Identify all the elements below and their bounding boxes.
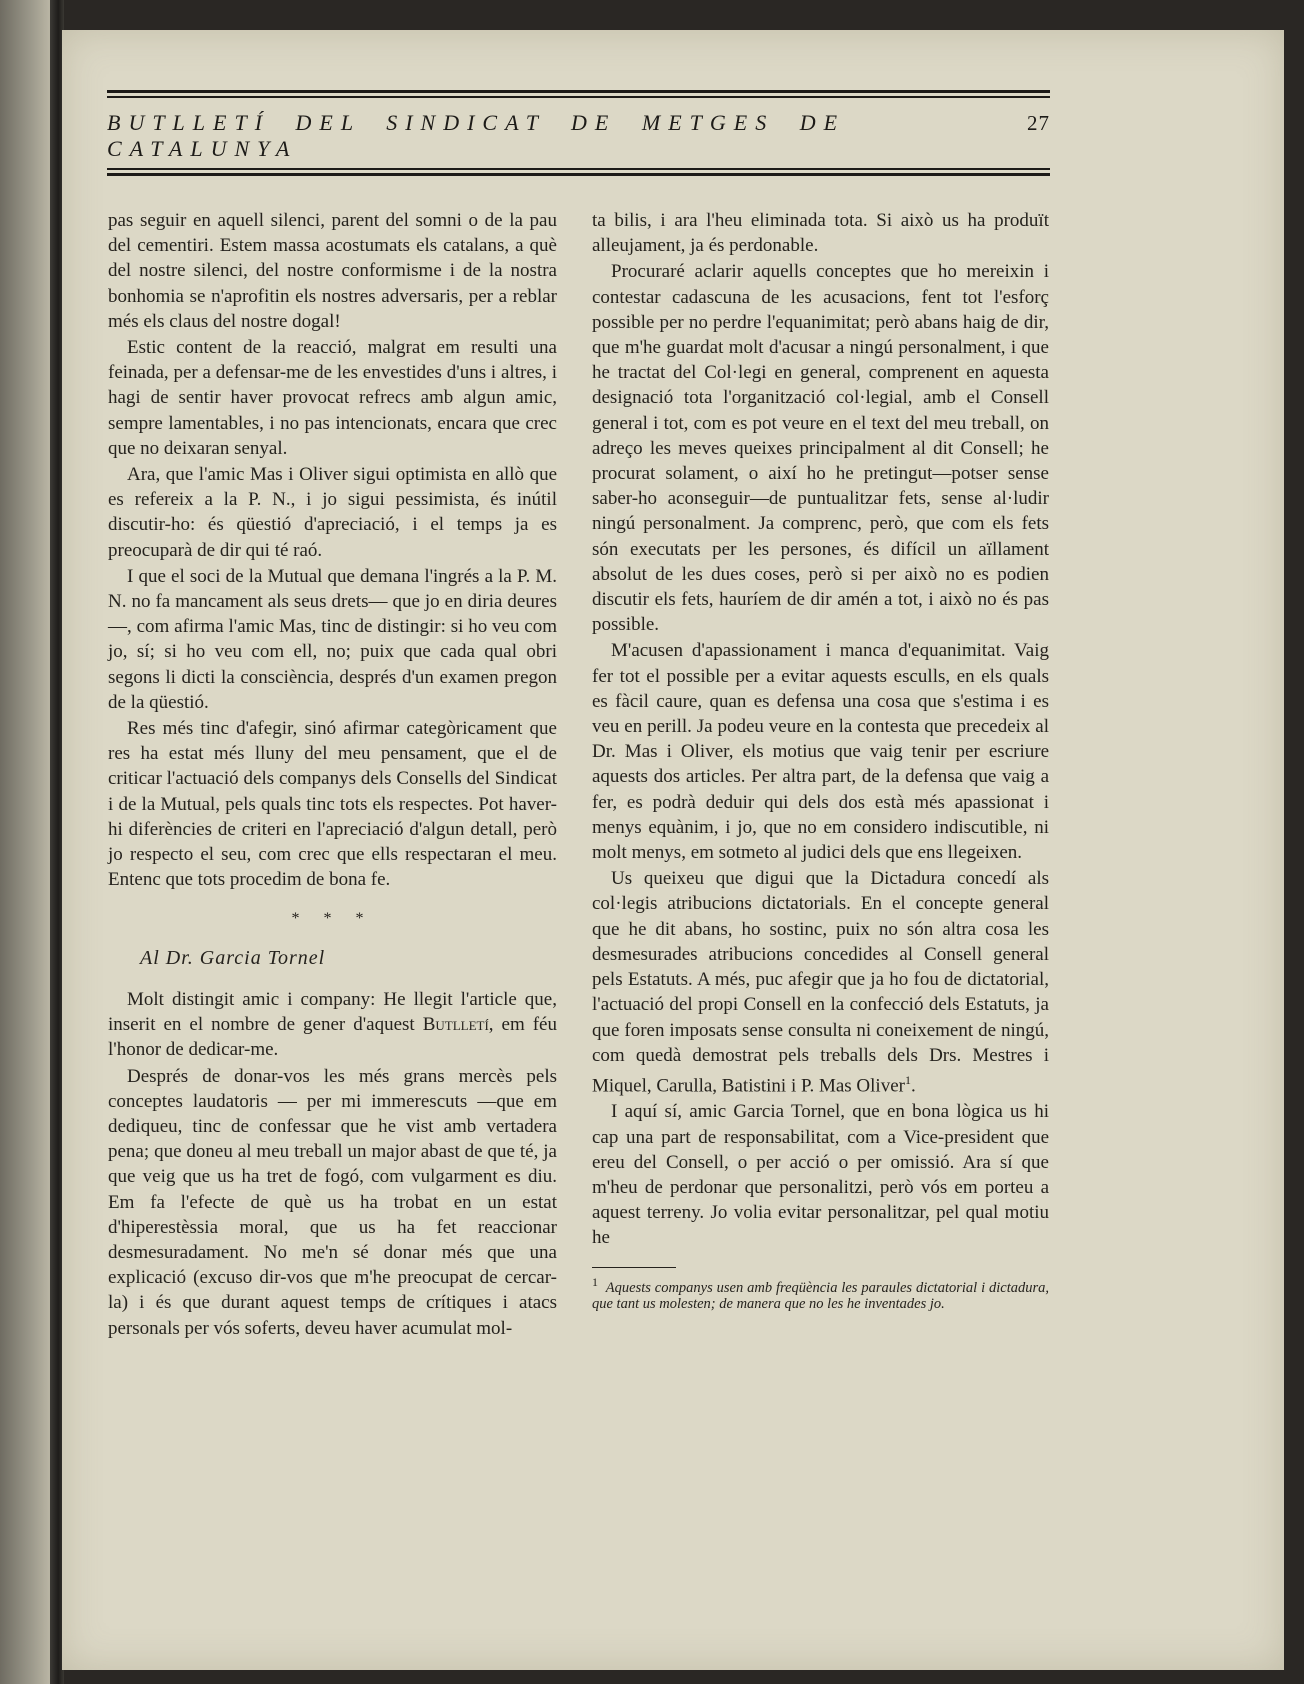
paragraph: M'acusen d'apassionament i manca d'equanimitat. Vaig fer tot el possible per a evitar aquests esculls, en els quals es fàcil caure, quan es defensa una cosa que s'estima i es veu en perill. Ja podeu veure en la contesta que precedeix al Dr. Mas i Oliver, els motius que vaig tenir per escriure aquests dos articles. Per altra part, de la defensa que vaig a fer, es podrà deduir qui dels dos està més apassionat i menys equànim, i jo, que no em considero indiscutible, ni molt menys, em sotmeto al judici dels que ens llegeixen. <box>592 640 1049 864</box>
section-separator: * * * <box>291 910 374 928</box>
footnote-mark: 1 <box>592 1274 598 1289</box>
text-run: , em féu l'honor de dedicar-me. <box>108 1014 557 1061</box>
journal-name-smallcaps: Butlletí <box>422 1014 489 1036</box>
left-column <box>108 208 557 1341</box>
header-bottom-rule-thick <box>107 173 1050 176</box>
text-run: Us queixeu que digui que la Dictadura concedí als col·legis atribucions dictatorials. En el concepte general que he dit abans, ho sostinc, puix no són altra cosa les desmesurades atribucions concedides al Consell general pels Estatuts. A més, puc afegir que ja ho fou de dictatorial, l'actuació del propi Consell en la confecció dels Estatuts, ja que foren imposats sense consulta ni coneixement de ningú, com quedà demostrat pels treballs dels Drs. Mestres i Miquel, Carulla, Batistini i P. Mas Oliver <box>592 868 1049 1097</box>
paragraph <box>592 866 1049 1098</box>
right-column <box>592 208 1049 1313</box>
text-run: . <box>910 1075 916 1097</box>
paragraph: Res més tinc d'afegir, sinó afirmar categòricament que res ha estat més lluny del meu pensament, que el de criticar l'actuació dels companys dels Consells del Sindicat i de la Mutual, pels quals tinc tots els respectes. Pot haver-hi diferències de criteri en l'apreciació d'algun detall, però jo respecto el seu, com crec que ells respectaran el meu. Entenc que tots procedim de bona fe. <box>108 718 557 891</box>
paragraph: ta bilis, i ara l'heu eliminada tota. Si això us ha produït alleujament, ja és perdonable. <box>592 210 1049 257</box>
paragraph: Estic content de la reacció, malgrat em resulti una feinada, per a defensar-me de les envestides d'uns i altres, i hagi de sentir haver provocat refrecs amb algun amic, sempre lamentables, i no pas intencionats, encara que crec que no deixaran senyal. <box>108 337 557 459</box>
footnote-reference[interactable]: 1 <box>904 1072 911 1087</box>
page-number: 27 <box>1027 111 1050 135</box>
paragraph: Procuraré aclarir aquells conceptes que ho mereixin i contestar cadascuna de les acusacions, fent tot l'esforç possible per no perdre l'equanimitat; però abans haig de dir, que m'he guardat molt d'acusar a ningú personalment, i que he tractat del Col·legi en general, comprenent en aquesta designació tota l'organització col·legial, amb el Consell general i tot, com es pot veure en el text del meu treball, on adreço les meves queixes principalment al dit Consell; he procurat solament, o així ho he pretingut—potser sense saber-ho aconseguir—de puntualitzar fets, sense al·ludir ningú personalment. Ja comprenc, però, que com els fets són executats per les persones, és difícil un aïllament absolut de les dues coses, però si per això no es podien discutir els fets, hauríem de dir amén a tot, i això no és pas possible. <box>592 261 1049 636</box>
paragraph: I que el soci de la Mutual que demana l'ingrés a la P. M. N. no fa mancament als seus drets— que jo en diria deures—, com afirma l'amic Mas, tinc de distingir: si ho veu com jo, sí; si ho veu com ell, no; puix que cada qual obri segons li dicti la consciència, després d'un examen pregon de la qüestió. <box>108 565 557 713</box>
paragraph: Després de donar-vos les més grans mercès pels conceptes laudatoris — per mi immerescuts —que em dediqueu, tinc de confessar que he vist amb vertadera pena; que doneu al meu treball un major abast de que té, ja que veig que us ha tret de fogó, com vulgarment es diu. Em fa l'efecte de què us ha trobat en un estat d'hiperestèssia moral, que us ha fet reaccionar desmesuradament. No me'n sé donar més que una explicació (excuso dir-vos que m'he preocupat de cercar-la) i és que durant aquest temps de crítiques i atacs personals per vós soferts, deveu haver acumulat mol- <box>108 1065 557 1339</box>
header-row <box>107 98 1050 168</box>
footnote-rule <box>592 1267 676 1268</box>
journal-title: BUTLLETÍ DEL SINDICAT DE METGES DE CATALUNYA <box>107 110 846 161</box>
footnote-text: Aquests companys usen amb freqüència les paraules dictatorial i dictadura, que tant us molesten; de manera que no les he inventades jo. <box>592 1279 1050 1313</box>
paragraph <box>108 987 557 1063</box>
paragraph: I aquí sí, amic Garcia Tornel, que en bona lògica us hi cap una part de responsabilitat, com a Vice-president que ereu del Consell, o per acció o per omissió. Ara sí que m'heu de perdonar que personalitzi, però vós em porteu a aquest terreny. Jo volia evitar personalitzar, pel qual motiu he <box>592 1101 1049 1249</box>
paragraph: Ara, que l'amic Mas i Oliver sigui optimista en allò que es refereix a la P. N., i jo sigui pessimista, és inútil discutir-ho: és qüestió d'apreciació, i el temps ja es preocuparà de dir qui té raó. <box>108 464 557 561</box>
text-run: Molt distingit amic i company: He llegit l'article que, inserit en el nombre de gener d'aquest <box>108 988 557 1036</box>
section-heading: Al Dr. Garcia Tornel <box>140 946 326 969</box>
running-header <box>107 90 1050 176</box>
paragraph: pas seguir en aquell silenci, parent del somni o de la pau del cementiri. Estem massa acostumats els catalans, a què del nostre silenci, del nostre conformisme i de la nostra bonhomia se n'aprofitin els nostres adversaris, per a reblar més els claus del nostre dogal! <box>108 210 557 332</box>
footnote <box>592 1274 1049 1314</box>
